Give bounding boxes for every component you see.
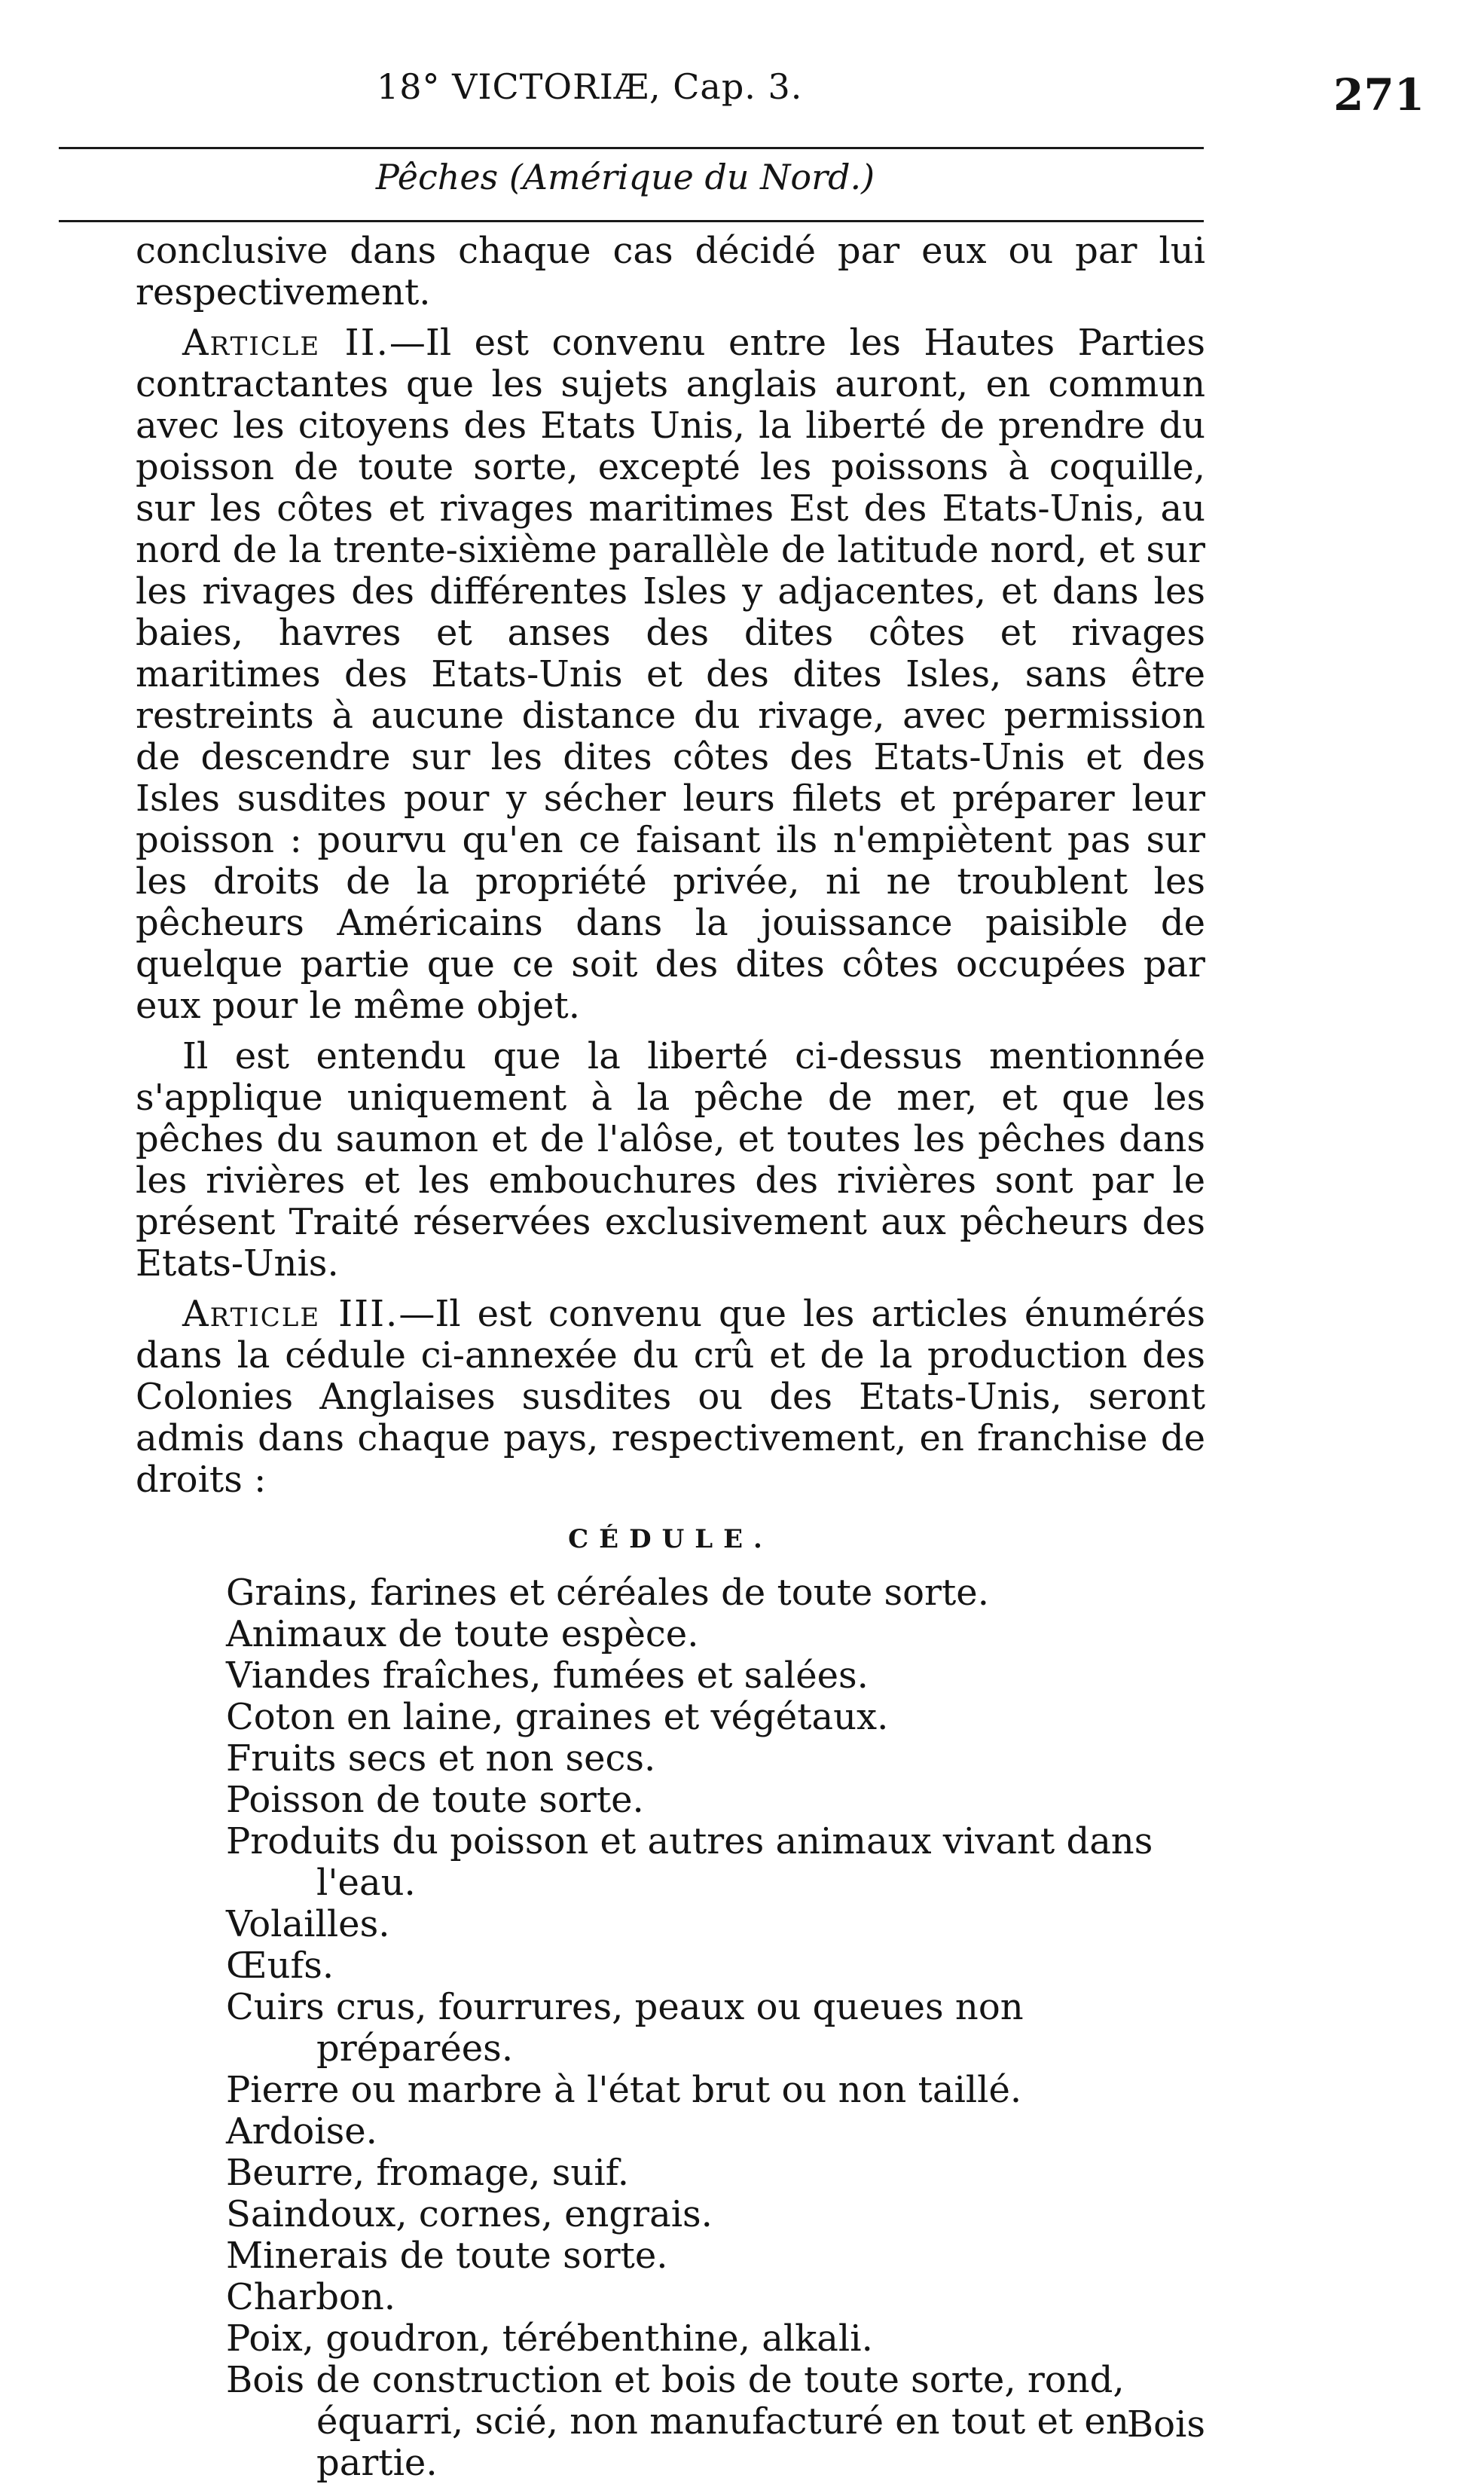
opening-paragraph: conclusive dans chaque cas décidé par eux ou par lui respectivement. <box>136 230 1205 313</box>
schedule-item: Produits du poisson et autres animaux vivant dans l'eau. <box>226 1820 1153 1904</box>
article-3-label: Article III. <box>182 1293 399 1335</box>
header-rule-top <box>59 147 1204 149</box>
section-subtitle: Pêches (Amérique du Nord.) <box>375 157 875 197</box>
schedule-item: Grains, farines et céréales de toute sorte. <box>226 1572 989 1614</box>
schedule-item: Viandes fraîches, fumées et salées. <box>226 1654 869 1697</box>
schedule-item: Coton en laine, graines et végétaux. <box>226 1696 889 1738</box>
article-2-label: Article II. <box>182 322 389 364</box>
schedule-item: Beurre, fromage, suif. <box>226 2152 630 2194</box>
schedule-item: Ardoise. <box>226 2110 377 2152</box>
schedule-title: CÉDULE. <box>568 1524 773 1554</box>
schedule-item: Volailles. <box>226 1903 390 1945</box>
article-2-text: —Il est convenu entre les Hautes Parties contractantes que les sujets anglais auront, en commun avec les citoyens des Etats Unis, la liberté de prendre du poisson de toute sorte, excepté les poissons à coquille, sur les côtes et rivages maritimes Est des Etats-Unis, au nord de la trente-sixième parallèle de latitude nord, et sur les rivages des différentes Isles y adjacentes, et dans les baies, havres et anses des dites côtes et rivages maritimes des Etats-Unis et des dites Isles, sans être restreints à aucune distance du rivage, avec permission de descendre sur les dites côtes des Etats-Unis et des Isles susdites pour y sécher leurs filets et préparer leur poisson : pourvu qu'en ce faisant ils n'empiètent pas sur les droits de la propriété privée, ni ne troublent les pêcheurs Américains dans la jouissance paisible de quelque partie que ce soit des dites côtes occupées par eux pour le même objet. <box>136 322 1206 1027</box>
header-rule-bottom <box>59 220 1204 222</box>
running-title: 18° VICTORIÆ, Cap. 3. <box>377 66 803 107</box>
schedule-item: Minerais de toute sorte. <box>226 2235 668 2277</box>
page-number: 271 <box>1333 69 1425 121</box>
schedule-list <box>136 1572 1205 2484</box>
schedule-item: Bois de construction et bois de toute sorte, rond, équarri, scié, non manufacturé en tout et en partie. <box>226 2359 1129 2484</box>
schedule-item: Cuirs crus, fourrures, peaux ou queues non préparées. <box>226 1986 1024 2070</box>
schedule-item: Pierre ou marbre à l'état brut ou non taillé. <box>226 2069 1022 2111</box>
schedule-item: Œufs. <box>226 1945 334 1987</box>
schedule-item: Charbon. <box>226 2276 395 2318</box>
article-3-text: —Il est convenu que les articles énumérés dans la cédule ci-annexée du crû et de la production des Colonies Anglaises susdites ou des Etats-Unis, seront admis dans chaque pays, respectivement, en franchise de droits : <box>136 1293 1205 1501</box>
schedule-item: Animaux de toute espèce. <box>226 1613 699 1655</box>
article-2-paragraph <box>136 322 1205 1027</box>
article-2-second-paragraph: Il est entendu que la liberté ci-dessus mentionnée s'applique uniquement à la pêche de mer, et que les pêches du saumon et de l'alôse, et toutes les pêches dans les rivières et les embouchures des rivières sont par le présent Traité réservées exclusivement aux pêcheurs des Etats-Unis. <box>136 1035 1205 1285</box>
schedule-item: Poix, goudron, térébenthine, alkali. <box>226 2317 873 2360</box>
body-text <box>136 231 1205 2484</box>
schedule-item: Fruits secs et non secs. <box>226 1737 656 1780</box>
schedule-item: Saindoux, cornes, engrais. <box>226 2193 713 2235</box>
catchword: Bois <box>1126 2403 1205 2446</box>
article-3-paragraph <box>136 1294 1205 1501</box>
schedule-item: Poisson de toute sorte. <box>226 1779 644 1821</box>
